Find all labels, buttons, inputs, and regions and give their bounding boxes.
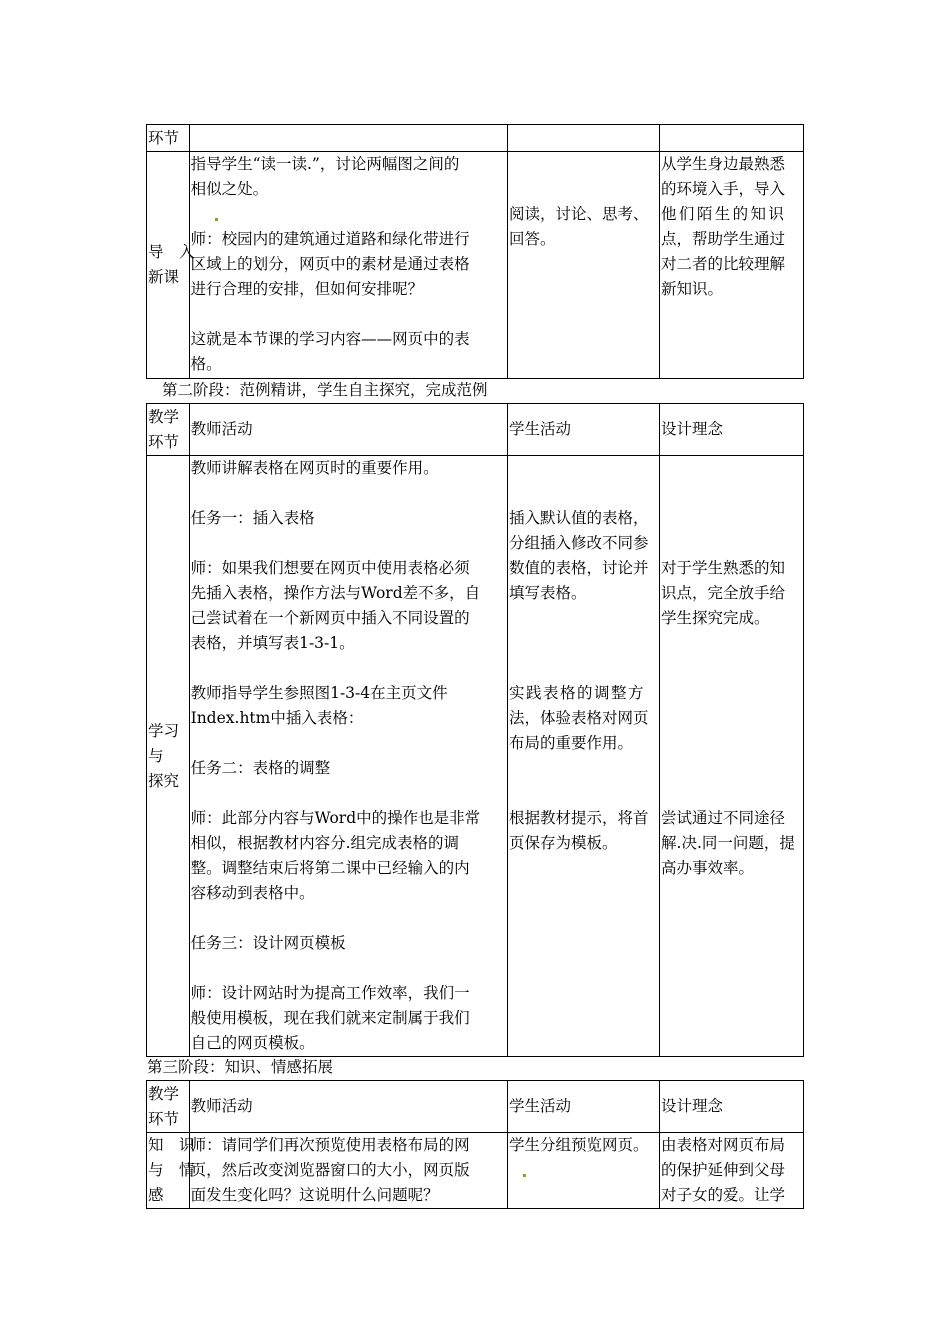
stage-label-cell <box>147 456 190 1057</box>
text-line: 对于学生熟悉的知 <box>661 559 786 577</box>
blank-line <box>191 656 506 681</box>
header-stage-text: 环节 <box>148 129 180 147</box>
text-line: 对二者的比较理解 <box>661 255 786 273</box>
speck-mark <box>215 218 218 221</box>
speck-mark <box>523 1174 526 1177</box>
table-row <box>147 152 804 379</box>
text-line: 师：校园内的建筑通过道路和绿化带进行 <box>190 230 470 248</box>
design-idea-cell <box>660 1133 804 1209</box>
text-line: 整。调整结束后将第二课中已经输入的内 <box>190 859 470 877</box>
blank-line <box>509 481 658 506</box>
text-line: 页保存为模板。 <box>508 834 618 852</box>
blank-line <box>509 781 658 806</box>
blank-line <box>509 631 658 656</box>
header-text: 学生活动 <box>508 420 571 438</box>
blank-line <box>509 177 658 202</box>
header-stage-cell <box>147 404 190 456</box>
header-stage-cell <box>147 125 190 152</box>
text-line: 实践表格的调整方 <box>508 684 645 702</box>
text-line: 点，帮助学生通过 <box>661 230 786 248</box>
blank-line <box>509 656 658 681</box>
text-line: 填写表格。 <box>508 584 587 602</box>
table-header-row <box>147 404 804 456</box>
header-text: 教学 <box>148 1084 180 1103</box>
header-student-cell <box>507 125 659 152</box>
blank-line <box>661 756 802 781</box>
text-line: 高办事效率。 <box>661 859 755 877</box>
header-teacher-cell <box>189 1081 507 1133</box>
table-learn-explore <box>146 403 804 1057</box>
text-line: 师：请同学们再次预览使用表格布局的网 <box>190 1136 470 1154</box>
stage-label-cell <box>147 152 195 379</box>
blank-line <box>661 681 802 706</box>
table-row <box>147 456 804 1057</box>
design-idea-cell <box>660 152 804 379</box>
text-line: 的保护延伸到父母 <box>661 1161 786 1179</box>
text-line: 插入默认值的表格， <box>508 509 649 527</box>
blank-line <box>509 456 658 481</box>
text-line: 教师指导学生参照图1-3-4在主页文件 <box>190 684 448 702</box>
blank-line <box>661 481 802 506</box>
header-teacher-cell <box>189 125 507 152</box>
table-header-row <box>147 1081 804 1133</box>
design-idea-cell <box>660 456 804 1057</box>
text-line: 对子女的爱。让学 <box>661 1186 786 1204</box>
text-line: 相似之处。 <box>190 180 269 198</box>
text-line: 区域上的划分，网页中的素材是通过表格 <box>190 255 470 273</box>
text-line: 师：设计网站时为提高工作效率，我们一 <box>190 984 470 1002</box>
teacher-activity-cell <box>189 456 507 1057</box>
header-stage-cell <box>147 1081 190 1133</box>
text-line: 容移动到表格中。 <box>190 884 315 902</box>
text-line: 分组插入修改不同参 <box>508 534 649 552</box>
blank-line <box>661 706 802 731</box>
text-line: 师：此部分内容与Word中的操作也是非常 <box>190 809 481 827</box>
text-line: 布局的重要作用。 <box>508 734 633 752</box>
blank-line <box>509 1158 658 1183</box>
header-text: 教师活动 <box>190 1097 253 1115</box>
stage-label-line: 新课 <box>148 268 180 286</box>
blank-line <box>191 302 506 327</box>
header-design-cell <box>660 404 804 456</box>
text-line: 尝试通过不同途径 <box>661 809 786 827</box>
blank-line <box>509 606 658 631</box>
header-design-cell <box>660 125 804 152</box>
task-heading: 任务二：表格的调整 <box>190 759 331 777</box>
table-row <box>147 1133 804 1209</box>
teacher-activity-cell <box>189 1133 507 1209</box>
stage-label-cell <box>147 1133 195 1209</box>
table-knowledge-emotion <box>146 1080 804 1209</box>
stage-label-line: 导 入 <box>148 243 195 261</box>
table-header-row <box>147 125 804 152</box>
text-line: 解.决.同一问题，提 <box>661 834 795 852</box>
stage-label-line: 知 识 <box>148 1136 195 1154</box>
blank-line <box>661 731 802 756</box>
text-line: 面发生变化吗？这说明什么问题呢？ <box>190 1186 439 1204</box>
text-line: 从学生身边最熟悉 <box>661 155 786 173</box>
text-line: 根据教材提示，将首 <box>508 809 649 827</box>
text-line: 指导学生“读一读.”，讨论两幅图之间的 <box>190 155 460 173</box>
text-line: 他们陌生的知识 <box>661 205 787 223</box>
text-line: 己尝试着在一个新网页中插入不同设置的 <box>190 609 470 627</box>
blank-line <box>661 531 802 556</box>
header-text: 设计理念 <box>661 420 724 438</box>
task-heading: 任务一：插入表格 <box>190 509 315 527</box>
text-line: 进行合理的安排，但如何安排呢？ <box>190 280 424 298</box>
text-line: 的环境入手，导入 <box>661 180 786 198</box>
stage-two-heading: 第二阶段：范例精讲，学生自主探究，完成范例 <box>162 381 488 399</box>
text-line: 表格，并填写表1-3-1。 <box>190 634 355 652</box>
blank-line <box>509 756 658 781</box>
stage-label-line: 与 <box>148 746 164 765</box>
text-line: 先插入表格，操作方法与Word差不多，自 <box>190 584 481 602</box>
blank-line <box>509 152 658 177</box>
header-student-cell <box>507 404 659 456</box>
header-text: 设计理念 <box>661 1097 724 1115</box>
stage-label-line: 学习 <box>148 721 180 740</box>
text-line: 格。 <box>190 355 222 373</box>
student-activity-cell <box>507 456 659 1057</box>
text-line: 回答。 <box>508 230 556 248</box>
task-heading: 任务三：设计网页模板 <box>190 934 346 952</box>
teacher-activity-cell <box>189 152 507 379</box>
text-line: 相似，根据教材内容分.组完成表格的调 <box>190 834 460 852</box>
text-line: 新知识。 <box>661 280 724 298</box>
stage-label-line: 探究 <box>148 771 180 790</box>
blank-line <box>661 456 802 481</box>
blank-line <box>661 506 802 531</box>
blank-line <box>191 781 506 806</box>
header-design-cell <box>660 1081 804 1133</box>
text-line: 页，然后改变浏览器窗口的大小，网页版 <box>190 1161 470 1179</box>
blank-line <box>191 531 506 556</box>
text-line: 阅读，讨论、思考、 <box>508 205 649 223</box>
header-student-cell <box>507 1081 659 1133</box>
blank-line <box>191 956 506 981</box>
blank-line <box>191 481 506 506</box>
header-text: 教师活动 <box>190 420 253 438</box>
text-line: 自己的网页模板。 <box>190 1034 315 1052</box>
student-activity-cell <box>507 1133 659 1209</box>
text-line: 这就是本节课的学习内容——网页中的表 <box>190 330 470 348</box>
text-line: Index.htm中插入表格： <box>190 709 364 727</box>
text-line: 学生分组预览网页。 <box>508 1136 649 1154</box>
stage-label-line: 感 <box>148 1186 164 1204</box>
text-line: 由表格对网页布局 <box>661 1136 786 1154</box>
header-text: 环节 <box>148 1109 180 1128</box>
blank-line <box>191 202 506 227</box>
blank-line <box>661 656 802 681</box>
blank-line <box>191 731 506 756</box>
text-line: 学生探究完成。 <box>661 609 770 627</box>
header-text: 教学 <box>148 407 180 426</box>
text-line: 识点，完全放手给 <box>661 584 786 602</box>
text-line: 般使用模板，现在我们就来定制属于我们 <box>190 1009 470 1027</box>
header-text: 环节 <box>148 432 180 451</box>
text-line: 法，体验表格对网页 <box>508 709 649 727</box>
stage-label-line: 与 情 <box>148 1161 195 1179</box>
student-activity-cell <box>507 152 659 379</box>
text-line: 师：如果我们想要在网页中使用表格必须 <box>190 559 470 577</box>
text-line: 教师讲解表格在网页时的重要作用。 <box>190 459 439 477</box>
header-text: 学生活动 <box>508 1097 571 1115</box>
blank-line <box>661 781 802 806</box>
header-teacher-cell <box>189 404 507 456</box>
table-import-lesson <box>146 124 804 379</box>
blank-line <box>191 906 506 931</box>
text-line: 数值的表格，讨论并 <box>508 559 649 577</box>
blank-line <box>661 631 802 656</box>
stage-three-heading: 第三阶段：知识、情感拓展 <box>147 1058 334 1076</box>
